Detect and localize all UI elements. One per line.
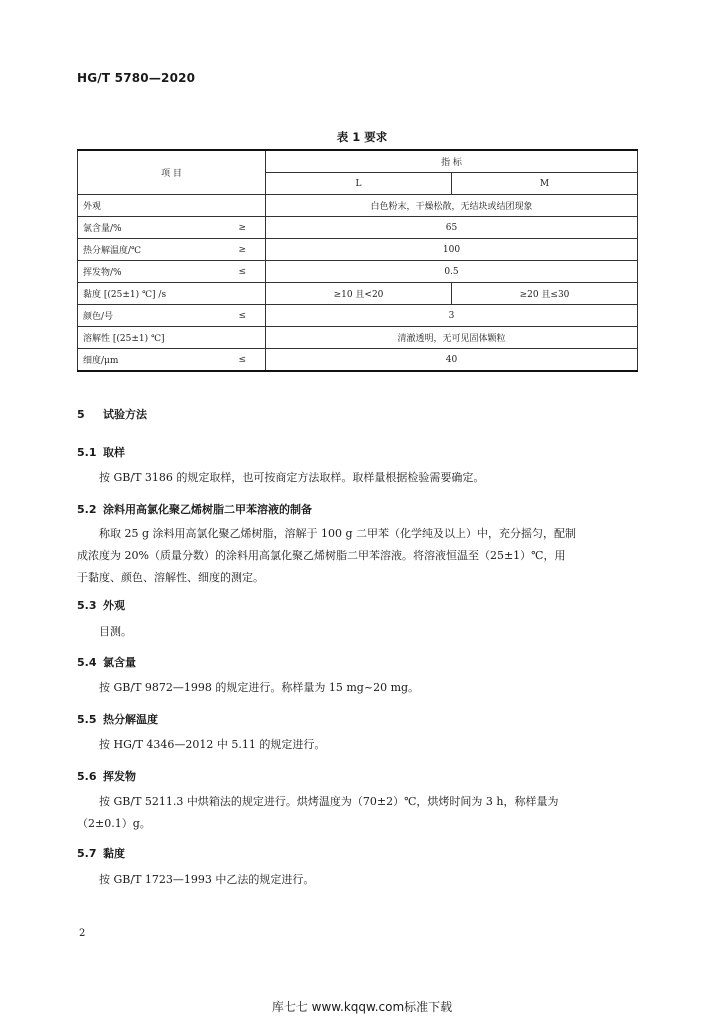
section-heading-5 xyxy=(77,406,147,422)
row-value: 3 xyxy=(266,305,638,327)
table-row xyxy=(78,327,638,349)
section-number: 5.1 xyxy=(77,446,97,459)
paragraph-line: 按 GB/T 3186 的规定取样，也可按商定方法取样。取样量根据检验需要确定。 xyxy=(99,471,485,484)
row-item xyxy=(78,217,266,239)
section-title: 氯含量 xyxy=(103,656,136,669)
row-value: 40 xyxy=(266,349,638,372)
row-item-label: 挥发物/% xyxy=(83,268,122,278)
section-heading-5-7 xyxy=(77,845,125,861)
row-item-label: 热分解温度/℃ xyxy=(83,246,142,256)
section-heading-5-6 xyxy=(77,768,136,784)
paragraph-line: 于黏度、颜色、溶解性、细度的测定。 xyxy=(77,571,264,584)
paragraph-5-3 xyxy=(77,621,639,643)
row-item xyxy=(78,305,266,327)
paragraph-5-4 xyxy=(77,677,639,699)
section-number: 5.7 xyxy=(77,847,97,860)
section-title: 黏度 xyxy=(103,847,125,860)
paragraph-5-2 xyxy=(77,523,639,589)
page-number: 2 xyxy=(79,928,86,939)
row-item-symbol: ≤ xyxy=(238,354,246,365)
section-number: 5 xyxy=(77,408,85,421)
paragraph-line: 按 GB/T 9872—1998 的规定进行。称样量为 15 mg~20 mg。 xyxy=(99,681,420,694)
section-number: 5.3 xyxy=(77,599,97,612)
paragraph-line: 按 GB/T 5211.3 中烘箱法的规定进行。烘烤温度为（70±2）℃，烘烤时间为 3 h，称样量为 xyxy=(99,795,559,808)
paragraph-5-7 xyxy=(77,869,639,891)
row-value: 白色粉末，干燥松散，无结块或结团现象 xyxy=(266,195,638,217)
row-item-label: 颜色/号 xyxy=(83,312,114,322)
section-heading-5-4 xyxy=(77,654,136,670)
row-value-m: ≥20 且≤30 xyxy=(452,283,638,305)
section-title: 挥发物 xyxy=(103,770,136,783)
paragraph-line: 称取 25 g 涂料用高氯化聚乙烯树脂，溶解于 100 g 二甲苯（化学纯及以上）中，充分摇匀，配制 xyxy=(99,527,577,540)
footer-watermark: 库七七 www.kqqw.com标准下载 xyxy=(271,1000,453,1014)
row-item-label: 氯含量/% xyxy=(83,224,122,234)
row-item-symbol: ≤ xyxy=(238,266,246,277)
table-row xyxy=(78,217,638,239)
requirements-table xyxy=(77,149,638,372)
paragraph-line: 成浓度为 20%（质量分数）的涂料用高氯化聚乙烯树脂二甲苯溶液。将溶液恒温至（25±1）℃，用 xyxy=(77,549,566,562)
row-item-label: 细度/μm xyxy=(83,356,119,366)
row-value: 清澈透明，无可见固体颗粒 xyxy=(266,327,638,349)
row-item xyxy=(78,195,266,217)
row-item-symbol: ≤ xyxy=(238,310,246,321)
row-value: 65 xyxy=(266,217,638,239)
section-heading-5-1 xyxy=(77,444,125,460)
row-item xyxy=(78,283,266,305)
table-title: 表 1 要求 xyxy=(336,130,388,144)
header-col-m: M xyxy=(452,173,638,195)
row-item-symbol: ≥ xyxy=(238,222,246,233)
paragraph-line: 按 HG/T 4346—2012 中 5.11 的规定进行。 xyxy=(99,738,326,751)
table-row xyxy=(78,283,638,305)
row-item xyxy=(78,239,266,261)
section-title: 取样 xyxy=(103,446,125,459)
table-header-row xyxy=(78,150,638,173)
row-value: 0.5 xyxy=(266,261,638,283)
row-item-label: 黏度 [(25±1) ℃] /s xyxy=(83,290,167,300)
row-item-label: 外观 xyxy=(83,202,102,212)
table-row xyxy=(78,305,638,327)
table-row xyxy=(78,195,638,217)
row-value-l: ≥10 且<20 xyxy=(266,283,452,305)
paragraph-line: 目测。 xyxy=(99,625,132,638)
table-row xyxy=(78,261,638,283)
header-col-l: L xyxy=(266,173,452,195)
section-title: 热分解温度 xyxy=(103,713,158,726)
section-number: 5.4 xyxy=(77,656,97,669)
header-indicator: 指 标 xyxy=(266,150,638,173)
section-title: 试验方法 xyxy=(103,408,147,421)
paragraph-5-1 xyxy=(77,467,639,489)
section-number: 5.5 xyxy=(77,713,97,726)
section-title: 外观 xyxy=(103,599,125,612)
section-title: 涂料用高氯化聚乙烯树脂二甲苯溶液的制备 xyxy=(103,503,312,516)
row-item xyxy=(78,349,266,372)
paragraph-5-6 xyxy=(77,791,639,835)
table-row xyxy=(78,349,638,372)
row-item-label: 溶解性 [(25±1) ℃] xyxy=(83,334,165,344)
section-number: 5.2 xyxy=(77,503,97,516)
table-row xyxy=(78,239,638,261)
row-item xyxy=(78,261,266,283)
section-heading-5-2 xyxy=(77,501,312,517)
paragraph-5-5 xyxy=(77,734,639,756)
paragraph-line: 按 GB/T 1723—1993 中乙法的规定进行。 xyxy=(99,873,315,886)
paragraph-line: （2±0.1）g。 xyxy=(77,817,151,830)
row-item xyxy=(78,327,266,349)
header-item: 项 目 xyxy=(78,150,266,195)
section-heading-5-3 xyxy=(77,597,125,613)
section-number: 5.6 xyxy=(77,770,97,783)
row-value: 100 xyxy=(266,239,638,261)
section-heading-5-5 xyxy=(77,711,158,727)
document-code: HG/T 5780—2020 xyxy=(77,71,196,85)
row-item-symbol: ≥ xyxy=(238,244,246,255)
